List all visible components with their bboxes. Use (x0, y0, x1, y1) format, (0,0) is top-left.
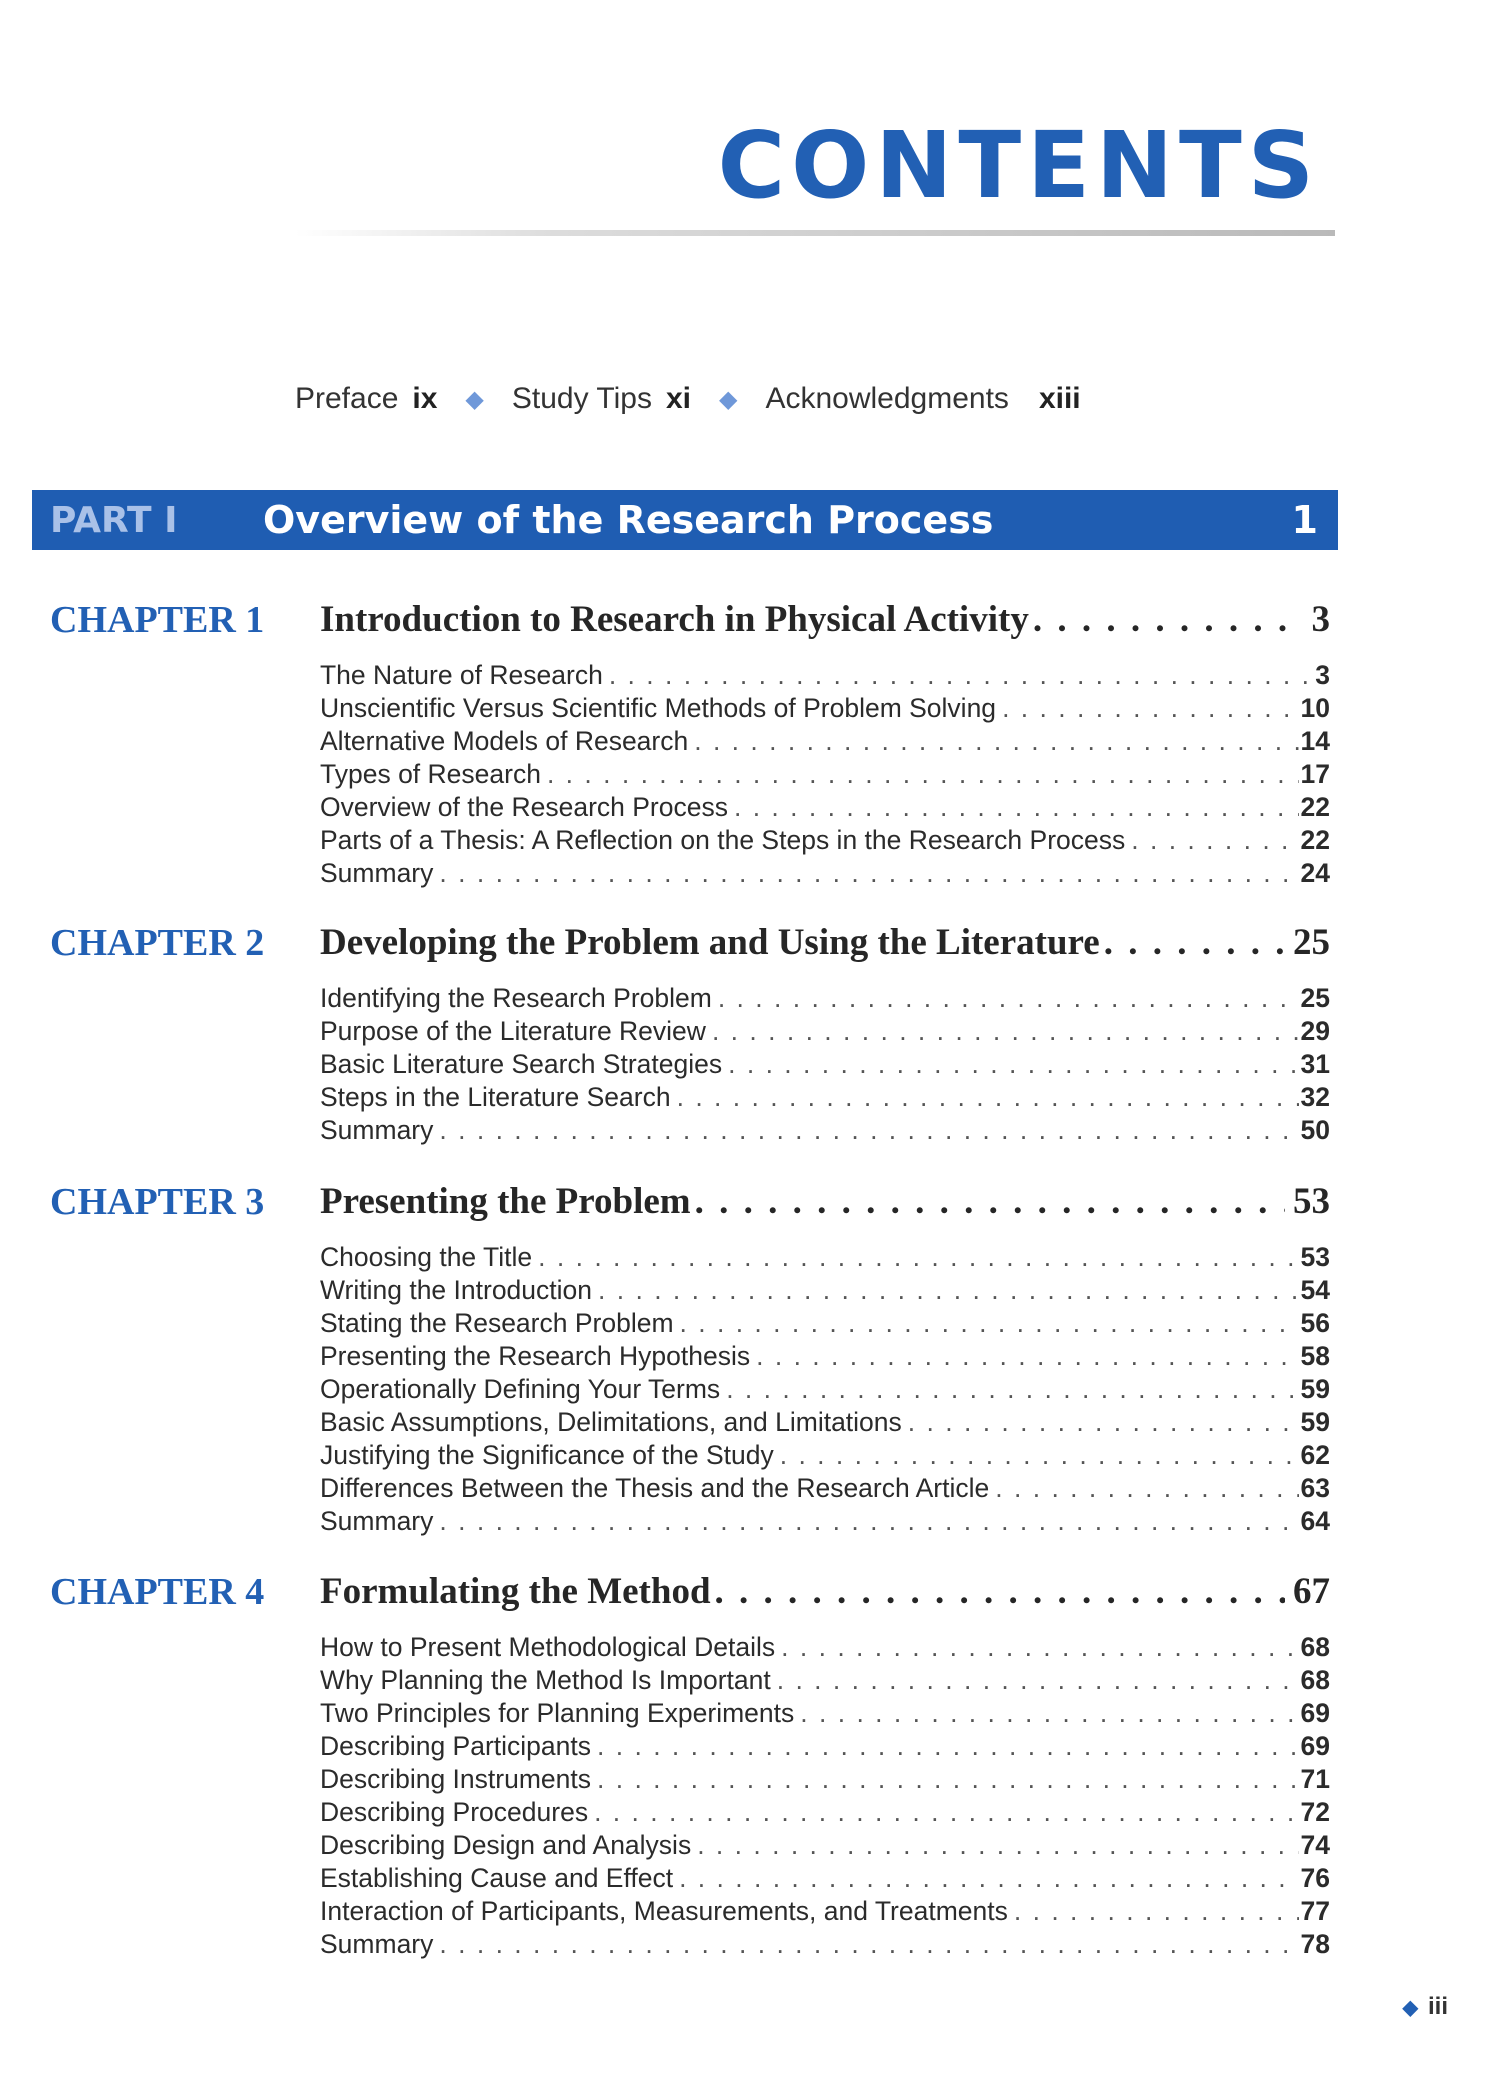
section-title: Basic Assumptions, Delimitations, and Limitations (320, 1407, 902, 1437)
chapter-title: Formulating the Method (320, 1571, 711, 1612)
toc-entry (320, 1863, 1330, 1896)
section-title: Operationally Defining Your Terms (320, 1374, 721, 1404)
section-title: Describing Participants (320, 1731, 592, 1761)
section-page: 58 (1300, 1341, 1330, 1371)
leader-dots (598, 1275, 1299, 1306)
chapter-title: Introduction to Research in Physical Activity (320, 599, 1029, 640)
leader-dots (715, 1570, 1285, 1613)
leader-dots (1033, 598, 1304, 641)
section-page: 68 (1300, 1665, 1330, 1695)
leader-dots (777, 1665, 1299, 1696)
section-page: 56 (1300, 1308, 1330, 1338)
section-title: Why Planning the Method Is Important (320, 1665, 771, 1695)
section-title: Interaction of Participants, Measurements, and Treatments (320, 1896, 1008, 1926)
leader-dots (718, 983, 1299, 1014)
leader-dots (726, 1374, 1298, 1405)
section-title: Steps in the Literature Search (320, 1082, 671, 1112)
section-page: 10 (1300, 693, 1330, 723)
chapter-heading (320, 598, 1330, 641)
section-page: 53 (1300, 1242, 1330, 1272)
toc-entry (320, 1473, 1330, 1506)
section-page: 72 (1300, 1797, 1330, 1827)
toc-entry (320, 983, 1330, 1016)
leader-dots (734, 792, 1299, 823)
toc-entry (320, 792, 1330, 825)
part-title: Overview of the Research Process (263, 498, 994, 542)
leader-dots (697, 1830, 1298, 1861)
chapter-title: Developing the Problem and Using the Literature (320, 922, 1100, 963)
title-rule (295, 230, 1335, 236)
front-matter-page: ix (412, 382, 438, 415)
section-page: 68 (1300, 1632, 1330, 1662)
leader-dots (597, 1731, 1299, 1762)
leader-dots (439, 1115, 1298, 1146)
part-page: 1 (1291, 498, 1318, 542)
section-page: 59 (1300, 1374, 1330, 1404)
section-page: 22 (1300, 825, 1330, 855)
leader-dots (439, 858, 1298, 889)
toc-entry (320, 858, 1330, 891)
section-title: Parts of a Thesis: A Reflection on the Steps in the Research Process (320, 825, 1126, 855)
chapter-page: 53 (1293, 1181, 1330, 1222)
front-matter-label: Study Tips (511, 382, 652, 415)
folio-number: iii (1427, 1993, 1448, 2020)
chapter-page: 67 (1293, 1571, 1330, 1612)
section-title: Alternative Models of Research (320, 726, 689, 756)
chapter-label: CHAPTER 1 (50, 599, 265, 641)
leader-dots (679, 1863, 1298, 1894)
chapter-heading (320, 921, 1330, 964)
toc-entry (320, 1049, 1330, 1082)
toc-entry (320, 1896, 1330, 1929)
toc-entry (320, 825, 1330, 858)
leader-dots (439, 1506, 1298, 1537)
part-banner (32, 490, 1338, 550)
leader-dots (538, 1242, 1298, 1273)
front-matter-page: xiii (1038, 382, 1081, 415)
toc-entry (320, 1929, 1330, 1962)
section-title: Summary (320, 1929, 434, 1959)
section-page: 24 (1300, 858, 1330, 888)
section-page: 29 (1300, 1016, 1330, 1046)
section-title: Purpose of the Literature Review (320, 1016, 706, 1046)
section-title: Summary (320, 858, 434, 888)
toc-entry (320, 1764, 1330, 1797)
section-page: 54 (1300, 1275, 1330, 1305)
section-title: Stating the Research Problem (320, 1308, 674, 1338)
toc-entry (320, 693, 1330, 726)
section-title: Presenting the Research Hypothesis (320, 1341, 751, 1371)
leader-dots (547, 759, 1299, 790)
leader-dots (680, 1308, 1299, 1339)
leader-dots (1014, 1896, 1299, 1927)
leader-dots (439, 1929, 1298, 1960)
section-title: Summary (320, 1506, 434, 1536)
leader-dots (712, 1016, 1299, 1047)
toc-entry (320, 1698, 1330, 1731)
front-matter-line (295, 382, 1081, 416)
toc-entry (320, 1275, 1330, 1308)
leader-dots (1104, 921, 1285, 964)
leader-dots (609, 660, 1313, 691)
toc-entry (320, 759, 1330, 792)
chapter-page: 25 (1293, 922, 1330, 963)
leader-dots (781, 1632, 1298, 1663)
section-page: 50 (1300, 1115, 1330, 1145)
leader-dots (695, 1180, 1285, 1223)
toc-entry (320, 1016, 1330, 1049)
leader-dots (694, 726, 1298, 757)
section-page: 31 (1300, 1049, 1330, 1079)
toc-entry (320, 660, 1330, 693)
toc-entry (320, 1308, 1330, 1341)
section-page: 69 (1300, 1731, 1330, 1761)
section-title: Describing Instruments (320, 1764, 591, 1794)
toc-entry (320, 1665, 1330, 1698)
toc-entry (320, 1797, 1330, 1830)
chapter-page: 3 (1311, 599, 1330, 640)
front-matter-page: xi (665, 382, 691, 415)
leader-dots (756, 1341, 1298, 1372)
toc-entry (320, 1407, 1330, 1440)
toc-entry (320, 1506, 1330, 1539)
section-page: 25 (1300, 983, 1330, 1013)
toc-entry (320, 1731, 1330, 1764)
chapter-title: Presenting the Problem (320, 1181, 691, 1222)
section-title: Types of Research (320, 759, 541, 789)
section-title: Identifying the Research Problem (320, 983, 712, 1013)
section-title: The Nature of Research (320, 660, 603, 690)
chapter-label: CHAPTER 2 (50, 922, 265, 964)
section-title: Writing the Introduction (320, 1275, 593, 1305)
chapter-heading (320, 1180, 1330, 1223)
leader-dots (597, 1764, 1299, 1795)
section-page: 22 (1300, 792, 1330, 822)
diamond-icon: ◆ (465, 385, 484, 413)
diamond-icon: ◆ (719, 385, 738, 413)
toc-entry (320, 1374, 1330, 1407)
leader-dots (1131, 825, 1298, 856)
section-page: 69 (1300, 1698, 1330, 1728)
section-title: Overview of the Research Process (320, 792, 728, 822)
leader-dots (800, 1698, 1298, 1729)
front-matter-label: Preface (295, 382, 399, 415)
section-page: 14 (1300, 726, 1330, 756)
section-title: Two Principles for Planning Experiments (320, 1698, 795, 1728)
section-page: 77 (1300, 1896, 1330, 1926)
toc-entry (320, 1632, 1330, 1665)
section-title: Establishing Cause and Effect (320, 1863, 674, 1893)
toc-entry (320, 1341, 1330, 1374)
front-matter-label: Acknowledgments (765, 382, 1009, 415)
leader-dots (594, 1797, 1298, 1828)
section-title: Describing Procedures (320, 1797, 589, 1827)
toc-entry (320, 1440, 1330, 1473)
section-page: 32 (1300, 1082, 1330, 1112)
section-page: 78 (1300, 1929, 1330, 1959)
section-page: 74 (1300, 1830, 1330, 1860)
section-page: 76 (1300, 1863, 1330, 1893)
page-number (1403, 1993, 1448, 2021)
toc-entry (320, 726, 1330, 759)
toc-entry (320, 1115, 1330, 1148)
section-page: 71 (1300, 1764, 1330, 1794)
section-title: Basic Literature Search Strategies (320, 1049, 723, 1079)
section-title: Justifying the Significance of the Study (320, 1440, 774, 1470)
section-list (320, 1632, 1330, 1962)
diamond-icon: ◆ (1402, 1996, 1418, 2019)
section-list (320, 983, 1330, 1148)
section-page: 17 (1300, 759, 1330, 789)
leader-dots (908, 1407, 1299, 1438)
chapter-heading (320, 1570, 1330, 1613)
section-list (320, 660, 1330, 891)
section-page: 62 (1300, 1440, 1330, 1470)
section-title: Describing Design and Analysis (320, 1830, 692, 1860)
toc-entry (320, 1082, 1330, 1115)
section-title: Unscientific Versus Scientific Methods of Problem Solving (320, 693, 997, 723)
toc-entry (320, 1830, 1330, 1863)
toc-entry (320, 1242, 1330, 1275)
chapter-label: CHAPTER 4 (50, 1571, 265, 1613)
leader-dots (995, 1473, 1298, 1504)
leader-dots (780, 1440, 1299, 1471)
section-page: 3 (1315, 660, 1330, 690)
leader-dots (728, 1049, 1298, 1080)
section-page: 63 (1300, 1473, 1330, 1503)
chapter-label: CHAPTER 3 (50, 1181, 265, 1223)
section-title: Summary (320, 1115, 434, 1145)
page-title: CONTENTS (717, 112, 1320, 219)
leader-dots (677, 1082, 1299, 1113)
section-page: 59 (1300, 1407, 1330, 1437)
section-title: How to Present Methodological Details (320, 1632, 776, 1662)
leader-dots (1002, 693, 1298, 724)
section-list (320, 1242, 1330, 1539)
section-title: Choosing the Title (320, 1242, 533, 1272)
part-label: PART I (50, 499, 178, 541)
section-page: 64 (1300, 1506, 1330, 1536)
section-title: Differences Between the Thesis and the Research Article (320, 1473, 990, 1503)
